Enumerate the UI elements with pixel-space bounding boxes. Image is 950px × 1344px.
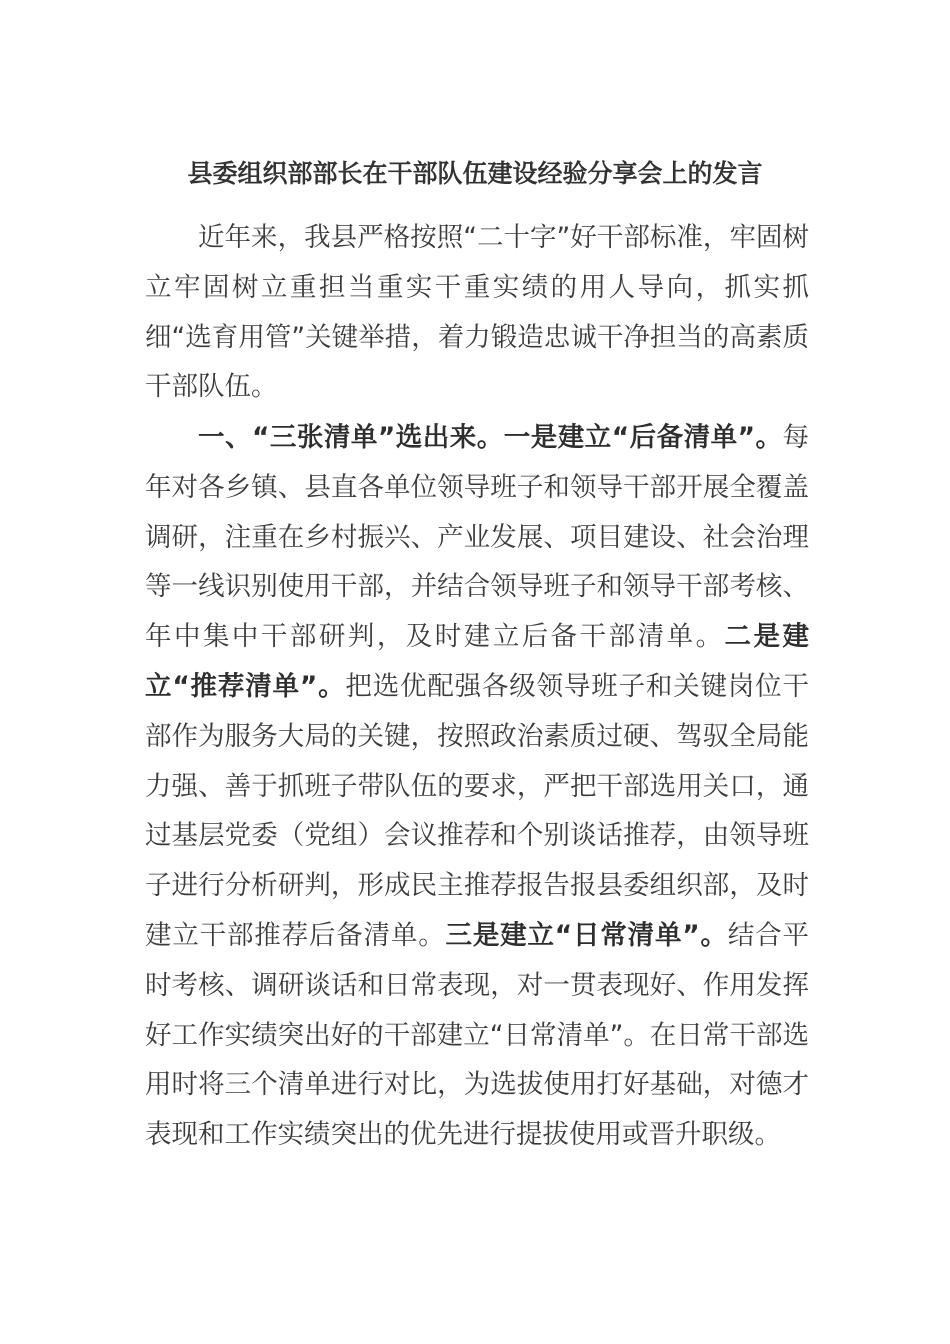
section-1-paragraph	[145, 413, 809, 1160]
intro-paragraph: 近年来，我县严格按照“二十字”好干部标准，牢固树立牢固树立重担当重实干重实绩的用人导向，抓实抓细“选育用管”关键举措，着力锻造忠诚干净担当的高素质干部队伍。	[145, 222, 809, 403]
section-1-heading: 一、“三张清单”选出来。	[198, 422, 504, 453]
item-1-lead: 一是建立“后备清单”。	[503, 422, 783, 453]
item-2-text: 把选优配强各级领导班子和关键岗位干部作为服务大局的关键，按照政治素质过硬、驾驭全局能力强、善于抓班子带队伍的要求，严把干部选用关口，通过基层党委（党组）会议推荐和个别谈话推荐，由领导班子进行分析研判，形成民主推荐报告报县委组织部，及时建立干部推荐后备清单。	[145, 670, 809, 951]
item-3-lead: 三是建立“日常清单”。	[445, 919, 728, 951]
item-2-lead: 二是建立“推荐清单”。	[145, 621, 810, 702]
item-1-text: 每年对各乡镇、县直各单位领导班子和领导干部开展全覆盖调研，注重在乡村振兴、产业发展、项目建设、社会治理等一线识别使用干部，并结合领导班子和领导干部考核、年中集中干部研判，及时建立后备干部清单。	[145, 422, 809, 653]
document-title: 县委组织部部长在干部队伍建设经验分享会上的发言	[187, 159, 763, 188]
item-3-text: 结合平时考核、调研谈话和日常表现，对一贯表现好、作用发挥好工作实绩突出好的干部建立“日常清单”。在日常干部选用时将三个清单进行对比，为选拔使用打好基础，对德才表现和工作实绩突出的优先进行提拔使用或晋升职级。	[145, 919, 809, 1151]
